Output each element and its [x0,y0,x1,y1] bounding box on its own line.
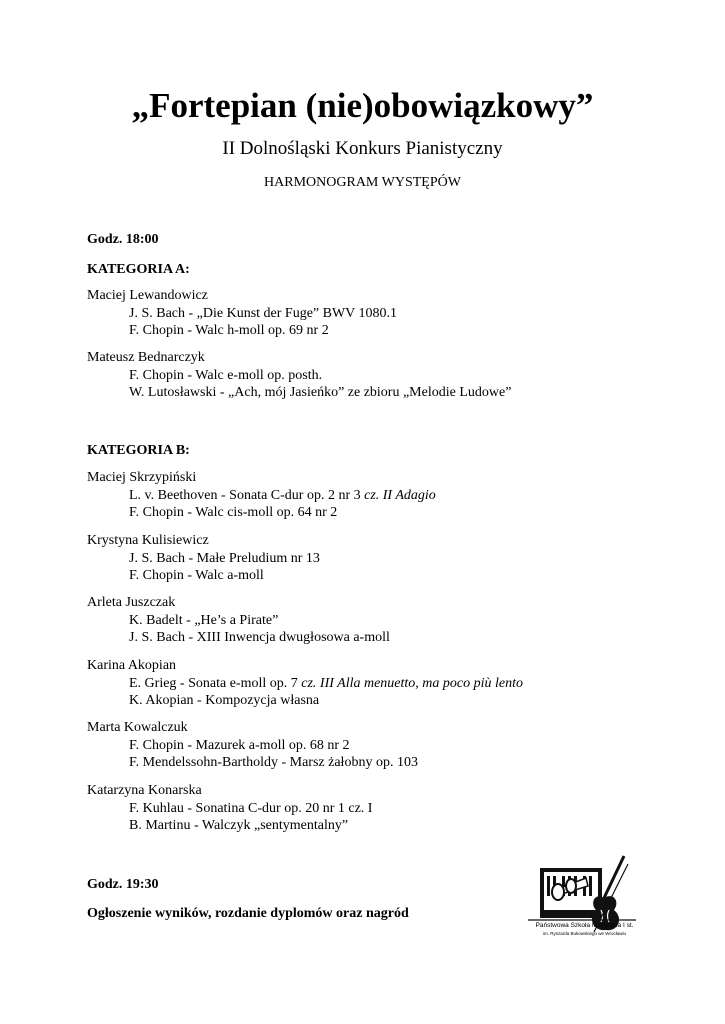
performer-block [87,532,320,585]
piece-text: F. Chopin - Mazurek a-moll op. 68 nr 2 [129,737,350,753]
piece-text: F. Chopin - Walc cis-moll op. 64 nr 2 [129,505,338,520]
competition-subtitle: II Dolnośląski Konkurs Pianistyczny [222,138,503,159]
piece-text: J. S. Bach - Małe Preludium nr 13 [129,550,320,566]
repertoire-item [87,367,511,385]
repertoire-item [87,692,523,710]
repertoire-item [87,817,372,835]
performer-name: Katarzyna Konarska [87,783,202,798]
repertoire-item [87,567,320,585]
piece-text: L. v. Beethoven - Sonata C-dur op. 2 nr 3 [129,487,361,503]
performer-name: Mateusz Bednarczyk [87,350,205,365]
category-b-heading: KATEGORIA B: [87,443,190,458]
first-session-time: Godz. 18:00 [87,232,159,247]
repertoire-item [87,487,436,505]
piece-text: F. Chopin - Walc h-moll op. 69 nr 2 [129,323,329,338]
repertoire-item [87,305,397,323]
repertoire-item [87,550,320,568]
piece-text: F. Chopin - Walc e-moll op. posth. [129,367,323,383]
performer-block [87,287,397,340]
repertoire-item [87,612,390,630]
performer-block [87,657,523,710]
school-patron: im. Ryszarda Bukowskiego we Wrocławiu [543,931,626,936]
repertoire-item [87,800,372,818]
second-session-time: Godz. 19:30 [87,877,159,892]
awards-announcement: Ogłoszenie wyników, rozdanie dyplomów oraz nagród [87,906,409,921]
performer-block [87,782,372,835]
repertoire-item [87,322,397,340]
piece-movement: cz. II Adagio [364,487,436,503]
piece-text: J. S. Bach - XIII Inwencja dwugłosowa a-moll [129,630,390,645]
performer-name: Arleta Juszczak [87,595,176,610]
piece-text: K. Akopian - Kompozycja własna [129,693,320,708]
document-title: „Fortepian (nie)obowiązkowy” [131,86,594,125]
performer-block [87,719,418,772]
performer-name: Krystyna Kulisiewicz [87,533,209,548]
piece-text: K. Badelt - „He’s a Pirate” [129,612,279,628]
piece-text: J. S. Bach - „Die Kunst der Fuge” BWV 1080.1 [129,305,398,321]
repertoire-item [87,737,418,755]
schedule-heading: HARMONOGRAM WYSTĘPÓW [264,175,461,190]
piece-text: E. Grieg - Sonata e-moll op. 7 [129,675,298,691]
performer-block [87,349,511,402]
piece-text: F. Chopin - Walc a-moll [129,568,264,583]
repertoire-item [87,629,390,647]
performer-name: Maciej Lewandowicz [87,288,208,303]
repertoire-item [87,384,511,402]
repertoire-item [87,675,523,693]
performer-name: Maciej Skrzypiński [87,470,197,485]
repertoire-item [87,504,436,522]
performer-block [87,469,436,522]
piece-text: W. Lutosławski - „Ach, mój Jasieńko” ze zbioru „Melodie Ludowe” [129,385,512,400]
piece-text: F. Kuhlau - Sonatina C-dur op. 20 nr 1 cz. I [129,800,373,816]
piece-text: B. Martinu - Walczyk „sentymentalny” [129,818,349,833]
repertoire-item [87,754,418,772]
performer-block [87,594,390,647]
piece-text: F. Mendelssohn-Bartholdy - Marsz żałobny op. 103 [129,755,418,770]
performer-name: Marta Kowalczuk [87,720,188,735]
piece-movement: cz. III Alla menuetto, ma poco più lento [301,675,524,691]
category-a-heading: KATEGORIA A: [87,262,190,277]
performer-name: Karina Akopian [87,658,177,673]
school-name: Państwowa Szkoła Muzyczna I st. [535,922,634,929]
